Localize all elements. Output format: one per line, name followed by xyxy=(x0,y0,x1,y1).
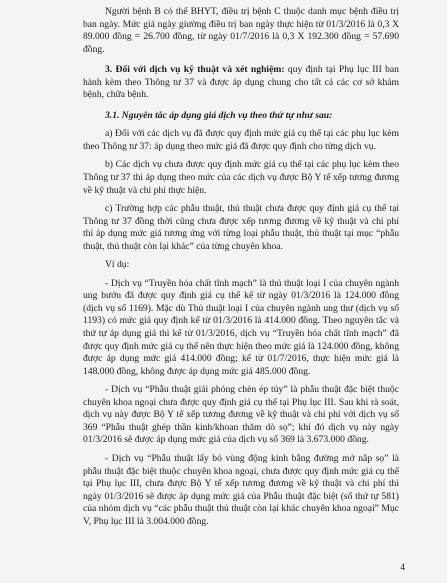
paragraph-example-chemotherapy: - Dịch vụ “Truyền hóa chất tĩnh mạch” là thủ thuật loại I của chuyên ngành ung bướu đã được quy định giá cụ thể kể từ ngày 01/3/2016 là 124.000 đồng (dịch vụ số 1169). Mặc dù Thủ thuật loại I của chuyên ngành ung thư (dịch vụ số 1193) có mức giá quy định kể từ 01/3/2016 là 414.000 đồng. Theo nguyên tắc và thứ tự áp dụng giá thì kể từ 01/3/2016, dịch vụ “Truyền hóa chất tĩnh mạch” đã được quy định mức giá cụ thể nên thực hiện theo mức giá là 124.000 đồng, không được áp dụng mức giá 414.000 đồng; kể từ 01/7/2016, thực hiện mức giá là 148.000 đồng, không được áp dụng mức giá 485.000 đồng. xyxy=(83,277,399,377)
paragraph-example-epilepsy-surgery: - Dịch vụ “Phẫu thuật lấy bỏ vùng động kinh bằng đường mở nắp sọ” là phẫu thuật đặc biệt thuộc chuyên khoa ngoại, chưa được quy định mức giá cụ thể tại Phụ lục III, chưa được Bộ Y tế xếp tương đương về kỹ thuật và chi phí thì ngày 01/3/2016 sẽ được áp dụng mức giá của Phẫu thuật đặc biệt (số thứ tự 581) của nhóm dịch vụ “các phẫu thuật thủ thuật còn lại khác chuyên khoa ngoại” Mục V, Phụ lục III là 3.004.000 đồng. xyxy=(83,452,399,527)
page-number: 4 xyxy=(400,562,405,574)
section-3-text: quy định tại Phụ lục III ban hành kèm theo Thông tư 37 và được áp dụng chung cho tất cả các cơ sở khám bệnh, chữa bệnh. xyxy=(83,64,399,101)
section-3-heading: 3. Đối với dịch vụ kỹ thuật và xét nghiệm: xyxy=(105,64,285,76)
subsection-3-1-heading: 3.1. Nguyên tắc áp dụng giá dịch vụ theo thứ tự như sau: xyxy=(105,109,333,121)
paragraph-example-spinal-surgery: - Dịch vụ “Phẫu thuật giải phóng chèn ép tủy” là phẫu thuật đặc biệt thuộc chuyên khoa ngoại chưa được quy định giá cụ thể tại Phụ lục III. Sau khi rà soát, dịch vụ này được Bộ Y tế xếp tương đương về kỹ thuật và chi phí với dịch vụ số 369 “Phẫu thuật ghép thần kinh/khoan thăm dò sọ”; khi đó dịch vụ này ngày 01/3/2016 sẽ được áp dụng mức giá của dịch vụ số 369 là 3.673.000 đồng. xyxy=(83,384,399,446)
paragraph-section-3 xyxy=(83,64,399,102)
paragraph-rule-c: c) Trường hợp các phẫu thuật, thủ thuật chưa được quy định giá cụ thể tại Thông tư 37 đồng thời cũng chưa được xếp tương đương về kỹ thuật và chi phí thì áp dụng mức giá tương ứng với từng loại phẫu thuật, thủ thuật tại mục “phẫu thuật, thủ thuật còn lại khác” của từng chuyên khoa. xyxy=(83,203,399,252)
paragraph-rule-b: b) Các dịch vụ chưa được quy định mức giá cụ thể tại các phụ lục kèm theo Thông tư 37 thì áp dụng theo mức của các dịch vụ được Bộ Y tế xếp tương đương về kỹ thuật và chi phí thực hiện. xyxy=(83,159,399,196)
paragraph-bed-price-example: Người bệnh B có thể BHYT, điều trị bệnh C thuộc danh mục bệnh điều trị ban ngày. Mức giá ngày giường điều trị ban ngày thực hiện từ 01/3/2016 là 0,3 X 89.000 đồng = 26.700 đồng, từ ngày 01/7/2016 là 0,3 X 192.300 đồng = 57.690 đồng. xyxy=(83,6,399,55)
paragraph-example-label: Ví dụ: xyxy=(105,259,130,271)
paragraph-rule-a: a) Đối với các dịch vụ đã được quy định mức giá cụ thể tại các phụ lục kèm theo Thông tư 37: áp dụng theo mức giá đã được quy định cho từng dịch vụ. xyxy=(83,128,399,152)
